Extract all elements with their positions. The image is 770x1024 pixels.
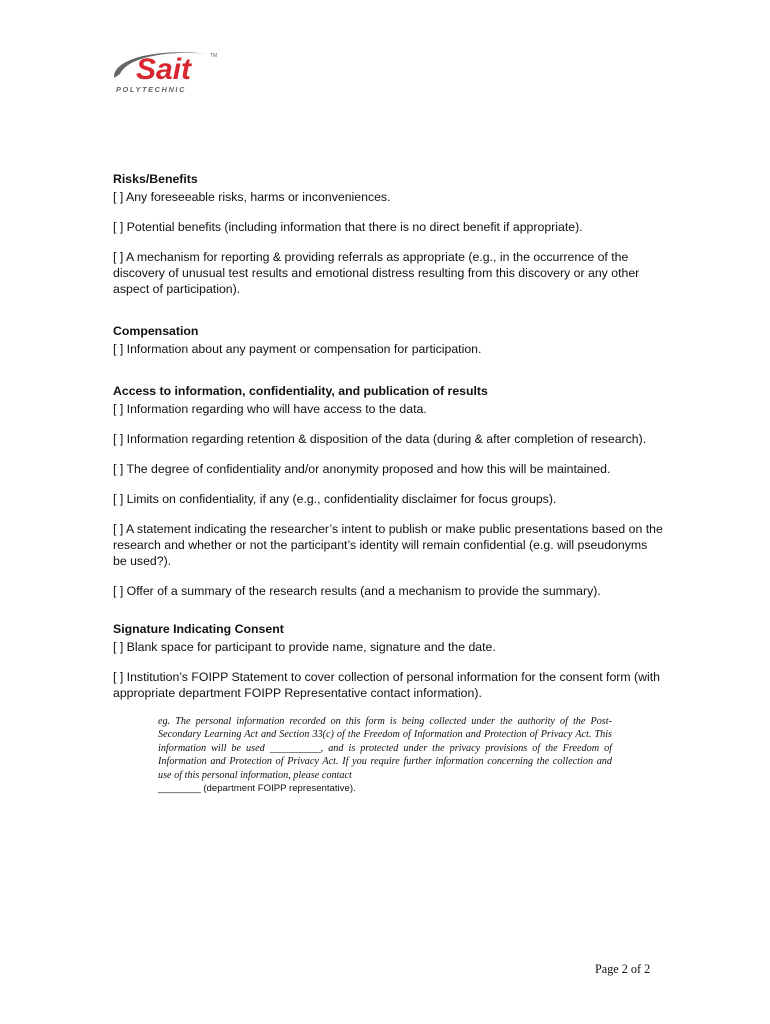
checklist-item: [ ] Institution’s FOIPP Statement to cover collection of personal information for the consent form (with appropriate department FOIPP Representative contact information). [113, 670, 661, 700]
checklist-item: [ ] Blank space for participant to provide name, signature and the date. [113, 640, 496, 654]
section-heading: Access to information, confidentiality, and publication of results [113, 384, 488, 398]
checklist-item: [ ] Information regarding retention & disposition of the data (during & after completion of research). [113, 432, 647, 446]
checklist-item: [ ] Limits on confidentiality, if any (e.g., confidentiality disclaimer for focus groups). [113, 492, 557, 506]
section-signature-consent [113, 621, 663, 701]
sait-polytechnic-logo [110, 44, 226, 98]
checklist-content [113, 171, 663, 795]
section-heading: Risks/Benefits [113, 172, 198, 186]
checklist-item: [ ] Any foreseeable risks, harms or inconveniences. [113, 190, 391, 204]
section-compensation [113, 323, 663, 357]
logo-subtitle: POLYTECHNIC [116, 85, 187, 94]
section-risks-benefits [113, 171, 663, 297]
checklist-item: [ ] Information about any payment or compensation for participation. [113, 342, 482, 356]
checklist-item: [ ] Potential benefits (including information that there is no direct benefit if appropriate). [113, 220, 583, 234]
checklist-item: [ ] Offer of a summary of the research results (and a mechanism to provide the summary). [113, 584, 601, 598]
section-access-confidentiality [113, 383, 663, 599]
checklist-item: [ ] A statement indicating the researcher’s intent to publish or make public presentations based on the research and whether or not the participant’s identity will remain confidential (e.g. will pseudonyms be used?). [113, 522, 663, 568]
foipp-example-statement [158, 715, 612, 795]
example-representative: ________ (department FOIPP representative). [158, 783, 356, 795]
checklist-item: [ ] The degree of confidentiality and/or anonymity proposed and how this will be maintained. [113, 462, 611, 476]
logo-trademark: TM [210, 53, 218, 59]
checklist-item: [ ] A mechanism for reporting & providing referrals as appropriate (e.g., in the occurrence of the discovery of unusual test results and emotional distress resulting from this discovery or any other aspect of participation). [113, 250, 640, 296]
logo-brand-text: Sait [136, 53, 192, 86]
example-text: eg. The personal information recorded on this form is being collected under the authority of the Post-Secondary Learning Act and Section 33(c) of the Freedom of Information and Protection of Privacy Act. This information will be used __________, and is protected under the privacy provisions of the Freedom of Information and Protection of Privacy Act. If you require further information concerning the collection and use of this personal information, please contact [158, 716, 612, 781]
section-heading: Compensation [113, 324, 199, 338]
section-heading: Signature Indicating Consent [113, 622, 284, 636]
checklist-item: [ ] Information regarding who will have access to the data. [113, 402, 427, 416]
page-number: Page 2 of 2 [595, 962, 651, 976]
